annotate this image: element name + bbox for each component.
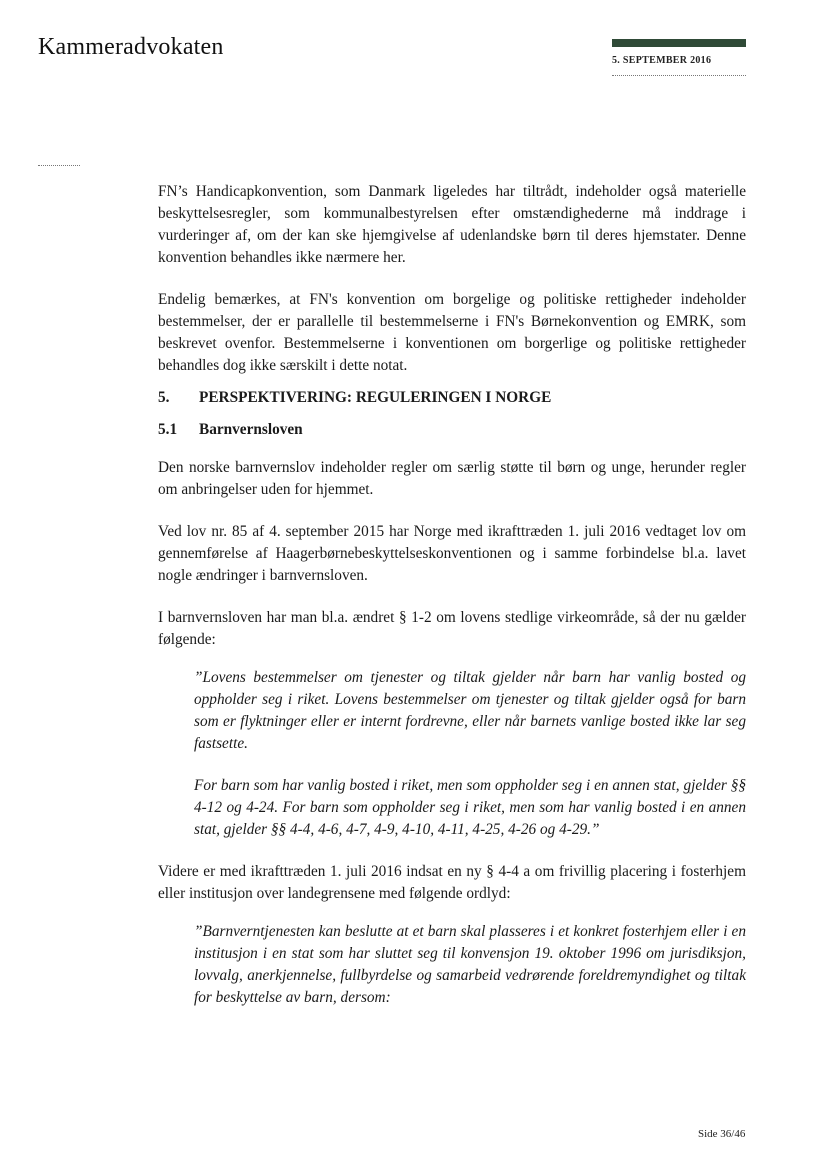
- section-title: PERSPEKTIVERING: REGULERINGEN I NORGE: [199, 389, 552, 406]
- document-date: 5. SEPTEMBER 2016: [612, 55, 712, 66]
- header-accent-bar: [612, 39, 746, 47]
- quote-section-1-2-second: For barn som har vanlig bosted i riket, men som oppholder seg i en annen stat, gjelder §§ 4-12 og 4-24. For barn som oppholder seg i riket, men som har vanlig bosted i en annen stat, gjelder §§ 4-4, 4-6, 4-7, 4-9, 4-10, 4-11, 4-25, 4-26 og 4-29.”: [194, 777, 746, 838]
- section-heading-5: [158, 387, 746, 409]
- document-body: [158, 181, 746, 1009]
- paragraph-norwegian-law: Den norske barnvernslov indeholder regler om særlig støtte til børn og unge, herunder regler om anbringelser uden for hjemmet.: [158, 459, 746, 498]
- firm-logo: Kammeradvokaten: [38, 34, 224, 60]
- quote-section-1-2-first: ”Lovens bestemmelser om tjenester og tiltak gjelder når barn har vanlig bosted og oppholder seg i riket. Lovens bestemmelser om tjenester og tiltak gjelder også for barn som er flyktninger eller er internt fordrevne, eller når barnets vanlige bosted ikke lar seg fastsette.: [194, 669, 746, 752]
- paragraph-civil-rights: Endelig bemærkes, at FN's konvention om borgelige og politiske rettigheder indeholder bestemmelser, der er parallelle til bestemmelserne i FN's Børnekonvention og EMRK, som beskrevet ovenfor. Bestemmelserne i konventionen om borgerlige og politiske rettigheder behandles dog ikke særskilt i dette notat.: [158, 291, 746, 374]
- section-heading-5-1: [158, 419, 746, 441]
- header-dotted-rule: [612, 75, 746, 76]
- paragraph-section-4-4a: Videre er med ikrafttræden 1. juli 2016 indsat en ny § 4-4 a om frivillig placering i fosterhjem eller institusjon over landegrensene med følgende ordlyd:: [158, 863, 746, 902]
- subsection-number: 5.1: [158, 421, 178, 438]
- margin-dotted-rule: [38, 165, 80, 166]
- quote-section-4-4a: ”Barnverntjenesten kan beslutte at et barn skal plasseres i et konkret fosterhjem eller i en institusjon i en stat som har sluttet seg til konvensjon 19. oktober 1996 om jurisdiksjon, lovvalg, anerkjennelse, fullbyrdelse og samarbeid vedrørende foreldremyndighet og tiltak for beskyttelse av barn, dersom:: [194, 923, 746, 1006]
- paragraph-section-1-2: I barnvernsloven har man bl.a. ændret § 1-2 om lovens stedlige virkeområde, så der nu gælder følgende:: [158, 609, 746, 648]
- page-number: Side 36/46: [698, 1128, 746, 1140]
- subsection-title: Barnvernsloven: [199, 421, 303, 438]
- section-number: 5.: [158, 389, 170, 406]
- paragraph-handicap-convention: FN’s Handicapkonvention, som Danmark ligeledes har tiltrådt, indeholder også materielle beskyttelsesregler, som kommunalbestyrelsen efter omstændighederne må inddrage i vurderinger af, om der kan ske hjemgivelse af udenlandske børn til deres hjemstater. Denne konvention behandles ikke nærmere her.: [158, 183, 746, 266]
- paragraph-law-85: Ved lov nr. 85 af 4. september 2015 har Norge med ikrafttræden 1. juli 2016 vedtaget lov om gennemførelse af Haagerbørnebeskyttelseskonventionen og i samme forbindelse bl.a. lavet nogle ændringer i barnvernsloven.: [158, 523, 746, 584]
